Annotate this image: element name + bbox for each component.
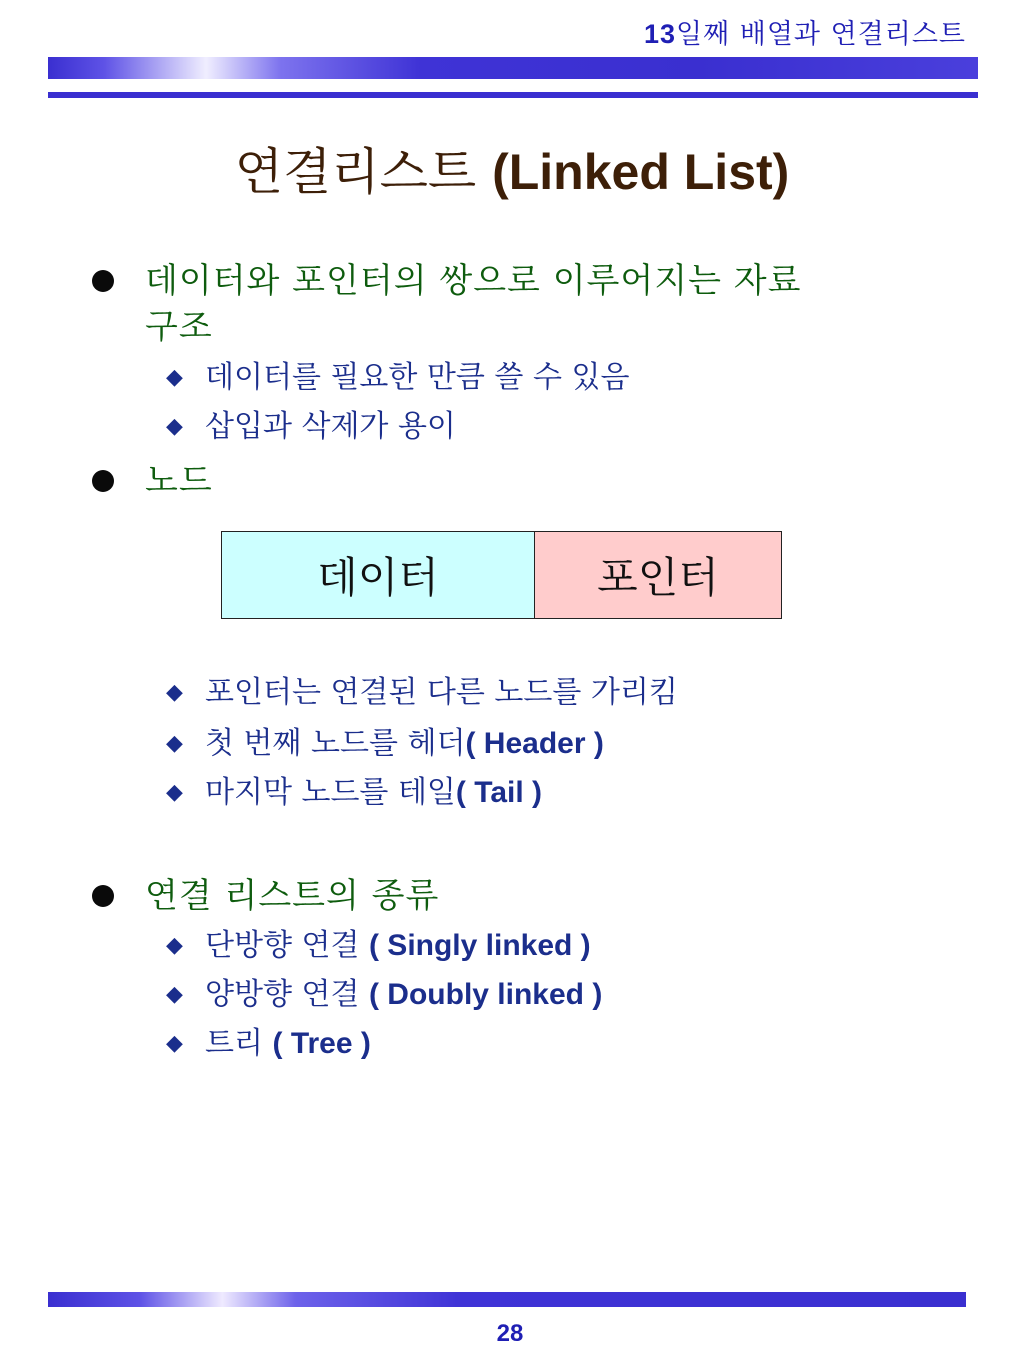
slide-title-english: (Linked List): [492, 144, 790, 200]
bullet1-line1: 데이터와 포인터의 쌍으로 이루어지는 자료: [145, 261, 802, 301]
bullet3-sub2: [205, 975, 602, 1015]
diamond-bullet-icon: ◆: [166, 982, 183, 1007]
node-diagram: [221, 531, 782, 619]
header-title-number: 13: [643, 19, 676, 49]
bullet1-sub2: 삽입과 삭제가 용이: [205, 409, 456, 444]
header-title-text: 일째 배열과 연결리스트: [676, 19, 966, 50]
bullet2-text: 노드: [145, 461, 213, 501]
level1-bullet-icon: [92, 470, 114, 492]
bullet3-sub2-ko: 양방향 연결: [205, 977, 369, 1012]
bullet2-sub1: [205, 673, 678, 713]
diamond-bullet-icon: ◆: [166, 780, 183, 805]
node-data-cell: 데이터: [222, 532, 535, 618]
header-thin-rule: [48, 92, 978, 98]
bullet3-sub3: [205, 1024, 371, 1064]
bullet2-sub1-ko: 포인터는 연결된 다른 노드를 가리킴: [205, 675, 678, 710]
slide-header-title: [644, 12, 966, 51]
bullet3-sub1-ko: 단방향 연결: [205, 928, 369, 963]
diamond-bullet-icon: ◆: [166, 933, 183, 958]
bullet2-sub3-ko: 마지막 노드를 테일: [205, 775, 456, 810]
bullet1-sub1: 데이터를 필요한 만큼 쓸 수 있음: [205, 360, 630, 395]
bullet1-line2: 구조: [145, 307, 213, 347]
bullet2-sub2-ko: 첫 번째 노드를 헤더: [205, 726, 466, 761]
diamond-bullet-icon: ◆: [166, 731, 183, 756]
header-decorative-bar: [48, 57, 978, 79]
bullet3-sub1-en: ( Singly linked ): [368, 929, 591, 962]
slide-title-korean: 연결리스트: [234, 143, 477, 201]
bullet3-sub2-en: ( Doubly linked ): [368, 978, 603, 1011]
level1-bullet-icon: [92, 885, 114, 907]
bullet3-sub3-en: ( Tree ): [272, 1027, 371, 1060]
page-number: 28: [496, 1320, 524, 1347]
footer-decorative-bar: [48, 1292, 966, 1307]
diamond-bullet-icon: ◆: [166, 1031, 183, 1056]
diamond-bullet-icon: ◆: [166, 414, 183, 439]
node-pointer-cell: 포인터: [535, 532, 781, 618]
level1-bullet-icon: [92, 270, 114, 292]
bullet3-text: 연결 리스트의 종류: [145, 876, 440, 916]
bullet3-sub3-ko: 트리: [205, 1026, 273, 1061]
diamond-bullet-icon: ◆: [166, 680, 183, 705]
bullet2-sub3-en: ( Tail ): [455, 776, 543, 809]
bullet2-sub3: [205, 773, 542, 813]
bullet2-sub2: [205, 724, 604, 764]
diamond-bullet-icon: ◆: [166, 365, 183, 390]
bullet3-sub1: [205, 926, 591, 966]
slide-title: [0, 132, 1024, 204]
bullet2-sub2-en: ( Header ): [465, 727, 604, 760]
